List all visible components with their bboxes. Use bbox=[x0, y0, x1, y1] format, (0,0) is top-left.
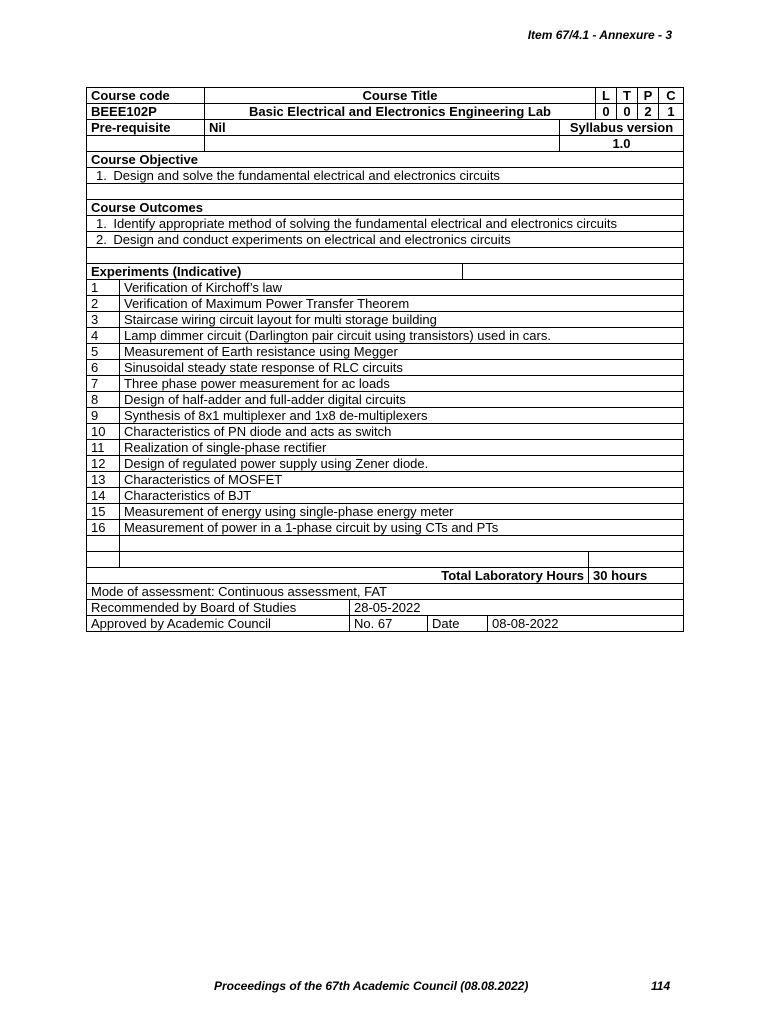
experiment-number: 6 bbox=[87, 360, 120, 376]
prerequisite-label: Pre-requisite bbox=[87, 120, 205, 136]
empty-cell bbox=[120, 536, 684, 552]
tutorial-label: T bbox=[617, 88, 638, 104]
experiment-number: 13 bbox=[87, 472, 120, 488]
course-header-row bbox=[87, 88, 684, 104]
experiment-row bbox=[87, 392, 684, 408]
experiment-number: 16 bbox=[87, 520, 120, 536]
experiment-row bbox=[87, 424, 684, 440]
experiment-number: 11 bbox=[87, 440, 120, 456]
experiment-number: 12 bbox=[87, 456, 120, 472]
empty-cell bbox=[87, 536, 120, 552]
experiment-number: 4 bbox=[87, 328, 120, 344]
footer-proceedings: Proceedings of the 67th Academic Council (08.08.2022) bbox=[214, 979, 529, 993]
empty-cell bbox=[120, 552, 589, 568]
empty-cell bbox=[87, 136, 205, 152]
tutorial-value: 0 bbox=[617, 104, 638, 120]
experiment-text: Verification of Maximum Power Transfer Theorem bbox=[120, 296, 684, 312]
experiment-text: Verification of Kirchoff’s law bbox=[120, 280, 684, 296]
spacer-row bbox=[87, 184, 684, 200]
council-meeting-number: No. 67 bbox=[350, 616, 428, 632]
experiment-text: Characteristics of PN diode and acts as switch bbox=[120, 424, 684, 440]
experiment-text: Staircase wiring circuit layout for multi storage building bbox=[120, 312, 684, 328]
experiment-number: 10 bbox=[87, 424, 120, 440]
practical-label: P bbox=[638, 88, 659, 104]
experiment-row bbox=[87, 360, 684, 376]
experiment-row bbox=[87, 344, 684, 360]
annexure-reference: Item 67/4.1 - Annexure - 3 bbox=[527, 28, 672, 42]
course-title-label: Course Title bbox=[205, 88, 596, 104]
total-hours-value: 30 hours bbox=[589, 568, 684, 584]
page-number: 114 bbox=[651, 979, 671, 993]
experiment-number: 15 bbox=[87, 504, 120, 520]
experiment-text: Synthesis of 8x1 multiplexer and 1x8 de-multiplexers bbox=[120, 408, 684, 424]
experiment-number: 14 bbox=[87, 488, 120, 504]
board-of-studies-label: Recommended by Board of Studies bbox=[87, 600, 350, 616]
prerequisite-value: Nil bbox=[205, 120, 560, 136]
practical-value: 2 bbox=[638, 104, 659, 120]
experiment-row bbox=[87, 504, 684, 520]
empty-cell bbox=[205, 136, 560, 152]
experiment-number: 5 bbox=[87, 344, 120, 360]
experiment-row bbox=[87, 520, 684, 536]
experiment-text: Lamp dimmer circuit (Darlington pair circuit using transistors) used in cars. bbox=[120, 328, 684, 344]
experiments-heading-row bbox=[87, 264, 684, 280]
objective-item: 1. Design and solve the fundamental electrical and electronics circuits bbox=[87, 168, 684, 184]
experiment-number: 8 bbox=[87, 392, 120, 408]
experiment-text: Design of regulated power supply using Zener diode. bbox=[120, 456, 684, 472]
outcome-item: 1. Identify appropriate method of solving the fundamental electrical and electronics circuits bbox=[87, 216, 684, 232]
board-of-studies-row bbox=[87, 600, 684, 616]
outcome-item: 2. Design and conduct experiments on electrical and electronics circuits bbox=[87, 232, 684, 248]
experiment-text: Measurement of energy using single-phase energy meter bbox=[120, 504, 684, 520]
experiment-number: 3 bbox=[87, 312, 120, 328]
total-hours-label: Total Laboratory Hours bbox=[87, 568, 589, 584]
experiment-text: Measurement of power in a 1-phase circuit by using CTs and PTs bbox=[120, 520, 684, 536]
experiment-row bbox=[87, 280, 684, 296]
experiment-row bbox=[87, 312, 684, 328]
academic-council-label: Approved by Academic Council bbox=[87, 616, 350, 632]
experiment-text: Characteristics of BJT bbox=[120, 488, 684, 504]
experiment-text: Sinusoidal steady state response of RLC circuits bbox=[120, 360, 684, 376]
empty-experiment-row bbox=[87, 552, 684, 568]
syllabus-version-label: Syllabus version bbox=[560, 120, 684, 136]
course-code-label: Course code bbox=[87, 88, 205, 104]
experiment-row bbox=[87, 440, 684, 456]
lecture-value: 0 bbox=[596, 104, 617, 120]
experiment-row bbox=[87, 328, 684, 344]
spacer-row bbox=[87, 248, 684, 264]
assessment-mode: Mode of assessment: Continuous assessment, FAT bbox=[87, 584, 684, 600]
experiment-row bbox=[87, 488, 684, 504]
empty-cell bbox=[87, 552, 120, 568]
experiment-row bbox=[87, 296, 684, 312]
course-values-row bbox=[87, 104, 684, 120]
course-objective-heading: Course Objective bbox=[87, 152, 684, 168]
board-of-studies-date: 28-05-2022 bbox=[350, 600, 684, 616]
experiment-text: Three phase power measurement for ac loads bbox=[120, 376, 684, 392]
course-outcomes-heading: Course Outcomes bbox=[87, 200, 684, 216]
experiment-number: 9 bbox=[87, 408, 120, 424]
empty-experiment-row bbox=[87, 536, 684, 552]
experiment-text: Realization of single-phase rectifier bbox=[120, 440, 684, 456]
syllabus-version-value: 1.0 bbox=[560, 136, 684, 152]
experiments-heading: Experiments (Indicative) bbox=[87, 264, 463, 280]
experiment-row bbox=[87, 472, 684, 488]
course-title: Basic Electrical and Electronics Engineering Lab bbox=[205, 104, 596, 120]
experiment-number: 1 bbox=[87, 280, 120, 296]
lecture-label: L bbox=[596, 88, 617, 104]
experiment-text: Measurement of Earth resistance using Megger bbox=[120, 344, 684, 360]
empty-cell bbox=[463, 264, 684, 280]
council-date-label: Date bbox=[428, 616, 488, 632]
empty-cell bbox=[589, 552, 684, 568]
credit-label: C bbox=[659, 88, 684, 104]
experiment-row bbox=[87, 456, 684, 472]
experiment-number: 2 bbox=[87, 296, 120, 312]
experiment-text: Characteristics of MOSFET bbox=[120, 472, 684, 488]
syllabus-version-row bbox=[87, 136, 684, 152]
experiment-row bbox=[87, 408, 684, 424]
experiment-text: Design of half-adder and full-adder digital circuits bbox=[120, 392, 684, 408]
course-code: BEEE102P bbox=[87, 104, 205, 120]
council-date: 08-08-2022 bbox=[488, 616, 684, 632]
academic-council-row bbox=[87, 616, 684, 632]
course-syllabus-table bbox=[86, 87, 684, 632]
experiment-number: 7 bbox=[87, 376, 120, 392]
prerequisite-row bbox=[87, 120, 684, 136]
experiment-row bbox=[87, 376, 684, 392]
credit-value: 1 bbox=[659, 104, 684, 120]
total-hours-row bbox=[87, 568, 684, 584]
